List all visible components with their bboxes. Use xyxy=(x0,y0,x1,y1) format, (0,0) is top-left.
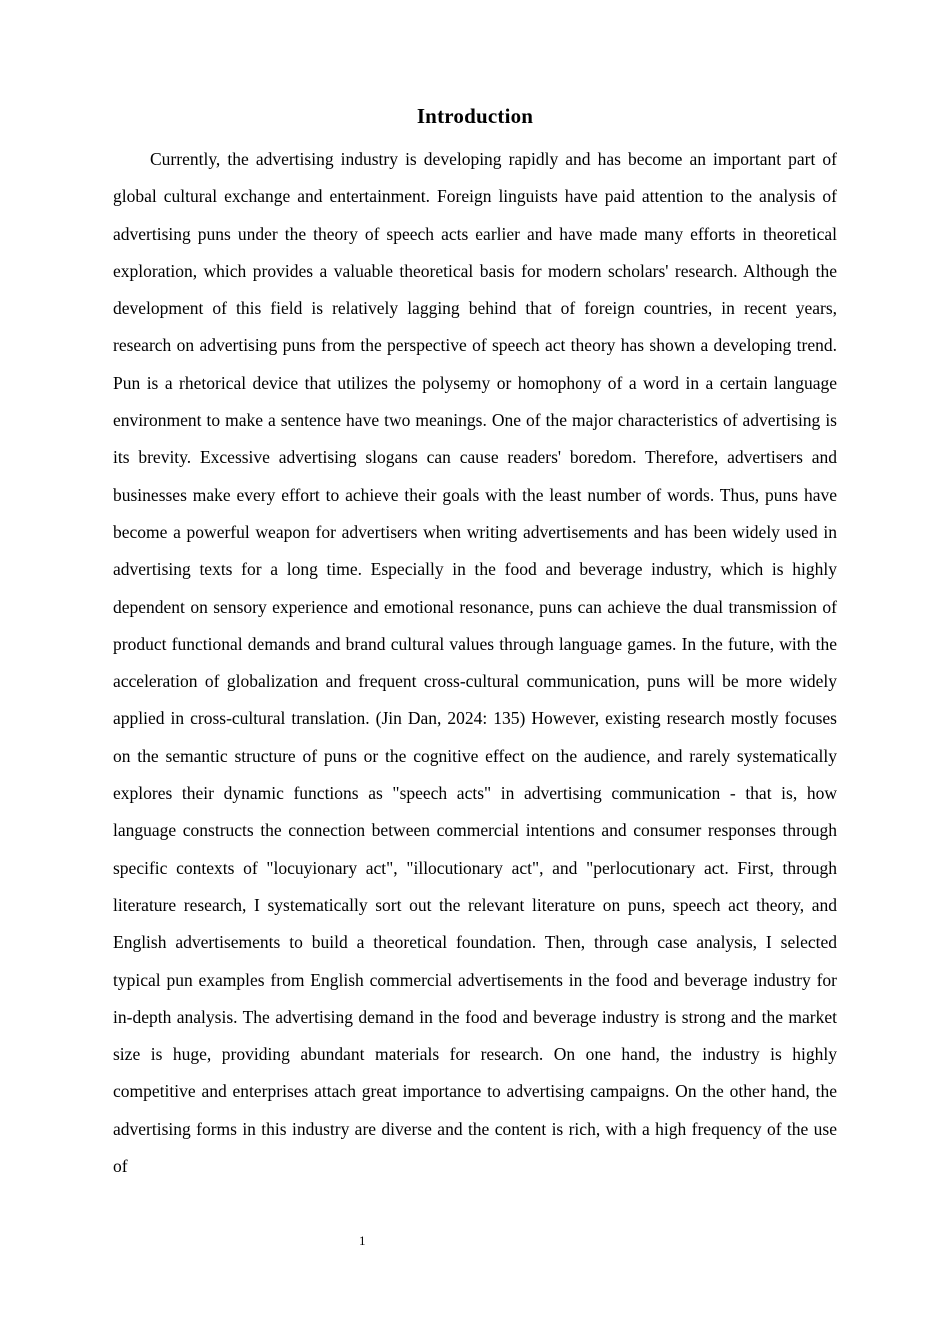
section-title: Introduction xyxy=(416,104,534,128)
body-paragraph: Currently, the advertising industry is developing rapidly and has become an important part of global cultural exchange and entertainment. Foreign linguists have paid attention to the analysis of advertising puns under the theory of speech acts earlier and have made many efforts in theoretical exploration, which provides a valuable theoretical basis for modern scholars' research. Although the development of this field is relatively lagging behind that of foreign countries, in recent years, research on advertising puns from the perspective of speech act theory has shown a developing trend. Pun is a rhetorical device that utilizes the polysemy or homophony of a word in a certain language environment to make a sentence have two meanings. One of the major characteristics of advertising is its brevity. Excessive advertising slogans can cause readers' boredom. Therefore, advertisers and businesses make every effort to achieve their goals with the least number of words. Thus, puns have become a powerful weapon for advertisers when writing advertisements and has been widely used in advertising texts for a long time. Especially in the food and beverage industry, which is highly dependent on sensory experience and emotional resonance, puns can achieve the dual transmission of product functional demands and brand cultural values through language games. In the future, with the acceleration of globalization and frequent cross-cultural communication, puns will be more widely applied in cross-cultural translation. (Jin Dan, 2024: 135) However, existing research mostly focuses on the semantic structure of puns or the cognitive effect on the audience, and rarely systematically explores their dynamic functions as "speech acts" in advertising communication - that is, how language constructs the connection between commercial intentions and consumer responses through specific contexts of "locuyionary act", "illocutionary act", and "perlocutionary act. First, through literature research, I systematically sort out the relevant literature on puns, speech act theory, and English advertisements to build a theoretical foundation. Then, through case analysis, I selected typical pun examples from English commercial advertisements in the food and beverage industry for in-depth analysis. The advertising demand in the food and beverage industry is strong and the market size is huge, providing abundant materials for research. On one hand, the industry is highly competitive and enterprises attach great importance to advertising campaigns. On the other hand, the advertising forms in this industry are diverse and the content is rich, with a high frequency of the use of xyxy=(113,149,837,1177)
page-number: 1 xyxy=(359,1233,366,1248)
